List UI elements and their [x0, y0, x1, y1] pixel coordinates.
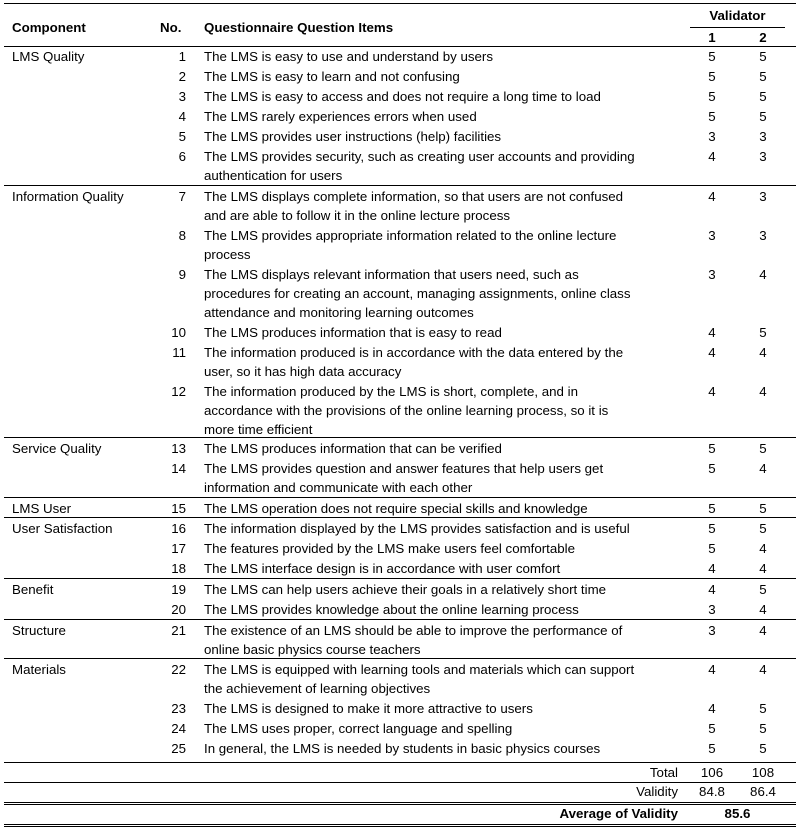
- component-name: Benefit: [12, 582, 54, 597]
- question-text: The features provided by the LMS make users feel comfortable: [204, 541, 576, 556]
- question-text: The LMS uses proper, correct language and spelling: [204, 721, 513, 736]
- validator-1-score: 3: [708, 267, 716, 282]
- validator-2-score: 3: [759, 149, 767, 164]
- validator-2-score: 5: [759, 109, 767, 124]
- validator-1-score: 4: [708, 325, 716, 340]
- average-rule-top: [4, 802, 796, 803]
- group-divider: [4, 185, 796, 186]
- component-name: Service Quality: [12, 441, 102, 456]
- validator-1-score: 5: [708, 721, 716, 736]
- item-number: 20: [171, 602, 186, 617]
- header-component: Component: [12, 20, 86, 35]
- validator-2-score: 5: [759, 741, 767, 756]
- question-text: and are able to follow it in the online lecture process: [204, 208, 511, 223]
- component-name: Materials: [12, 662, 66, 677]
- header-no: No.: [160, 20, 182, 35]
- item-number: 6: [178, 149, 186, 164]
- validator-2-score: 5: [759, 89, 767, 104]
- item-number: 10: [171, 325, 186, 340]
- header-validator: Validator: [709, 8, 766, 23]
- item-number: 9: [178, 267, 186, 282]
- question-text: The information displayed by the LMS provides satisfaction and is useful: [204, 521, 630, 536]
- question-text: attendance and monitoring learning outcomes: [204, 305, 474, 320]
- question-text: The LMS provides question and answer features that help users get: [204, 461, 604, 476]
- question-text: The LMS can help users achieve their goals in a relatively short time: [204, 582, 607, 597]
- question-text: The LMS is easy to access and does not require a long time to load: [204, 89, 601, 104]
- item-number: 12: [171, 384, 186, 399]
- item-number: 25: [171, 741, 186, 756]
- validator-1-score: 4: [708, 149, 716, 164]
- validity-validator-2: 86.4: [750, 784, 776, 799]
- item-number: 11: [172, 345, 186, 360]
- group-divider: [4, 497, 796, 498]
- item-number: 24: [171, 721, 186, 736]
- validator-2-score: 4: [759, 461, 767, 476]
- validity-label: Validity: [636, 784, 678, 799]
- table-top-rule: [4, 3, 796, 4]
- item-number: 22: [171, 662, 186, 677]
- question-text: In general, the LMS is needed by students in basic physics courses: [204, 741, 601, 756]
- question-text: online basic physics course teachers: [204, 642, 421, 657]
- question-text: The LMS provides user instructions (help) facilities: [204, 129, 502, 144]
- header-validator-1: 1: [708, 30, 716, 45]
- validator-1-score: 4: [708, 384, 716, 399]
- component-name: LMS User: [12, 501, 72, 516]
- validator-2-score: 4: [759, 541, 767, 556]
- question-text: The LMS displays complete information, so that users are not confused: [204, 189, 624, 204]
- question-text: The LMS is designed to make it more attractive to users: [204, 701, 533, 716]
- validator-1-score: 4: [708, 662, 716, 677]
- question-text: authentication for users: [204, 168, 343, 183]
- group-divider: [4, 619, 796, 620]
- validator-1-score: 4: [708, 561, 716, 576]
- question-text: more time efficient: [204, 422, 313, 437]
- validator-2-score: 5: [759, 325, 767, 340]
- total-validator-2: 108: [751, 765, 775, 780]
- item-number: 7: [178, 189, 186, 204]
- group-divider: [4, 517, 796, 518]
- question-text: the achievement of learning objectives: [204, 681, 431, 696]
- question-text: The existence of an LMS should be able to improve the performance of: [204, 623, 623, 638]
- validator-2-score: 5: [759, 441, 767, 456]
- question-text: accordance with the provisions of the online learning process, so it is: [204, 403, 609, 418]
- item-number: 23: [171, 701, 186, 716]
- question-text: The LMS provides appropriate information related to the online lecture: [204, 228, 617, 243]
- item-number: 19: [171, 582, 186, 597]
- validator-1-score: 5: [708, 441, 716, 456]
- validator-1-score: 4: [708, 701, 716, 716]
- table-bottom-rule-2: [4, 826, 796, 827]
- validator-2-score: 5: [759, 69, 767, 84]
- total-label: Total: [649, 765, 678, 780]
- item-number: 14: [171, 461, 186, 476]
- question-text: The LMS produces information that can be verified: [204, 441, 502, 456]
- validator-2-score: 4: [759, 623, 767, 638]
- question-text: information and communicate with each other: [204, 480, 473, 495]
- total-validator-1: 106: [700, 765, 724, 780]
- component-name: Structure: [12, 623, 66, 638]
- validator-1-score: 3: [708, 623, 716, 638]
- header-items: Questionnaire Question Items: [204, 20, 394, 35]
- validator-2-score: 3: [759, 228, 767, 243]
- question-text: The information produced is in accordance with the data entered by the: [204, 345, 624, 360]
- question-text: user, so it has high data accuracy: [204, 364, 402, 379]
- validator-1-score: 5: [708, 69, 716, 84]
- validator-2-score: 5: [759, 49, 767, 64]
- validator-2-score: 4: [759, 345, 767, 360]
- validator-2-score: 5: [759, 501, 767, 516]
- question-text: The LMS is equipped with learning tools and materials which can support: [204, 662, 635, 677]
- item-number: 4: [178, 109, 186, 124]
- question-text: The LMS rarely experiences errors when used: [204, 109, 477, 124]
- validator-2-score: 5: [759, 721, 767, 736]
- item-number: 18: [171, 561, 186, 576]
- item-number: 17: [171, 541, 186, 556]
- validator-1-score: 3: [708, 129, 716, 144]
- item-number: 3: [178, 89, 186, 104]
- validator-2-score: 5: [759, 701, 767, 716]
- question-text: The LMS operation does not require special skills and knowledge: [204, 501, 588, 516]
- validator-1-score: 5: [708, 541, 716, 556]
- item-number: 15: [171, 501, 186, 516]
- validator-2-score: 5: [759, 582, 767, 597]
- validator-1-score: 5: [708, 521, 716, 536]
- validator-1-score: 5: [708, 49, 716, 64]
- validator-2-score: 5: [759, 521, 767, 536]
- validator-2-score: 4: [759, 267, 767, 282]
- validator-1-score: 5: [708, 461, 716, 476]
- question-text: The LMS displays relevant information that users need, such as: [204, 267, 579, 282]
- validator-1-score: 5: [708, 501, 716, 516]
- validator-2-score: 3: [759, 189, 767, 204]
- question-text: The LMS provides security, such as creating user accounts and providing: [204, 149, 635, 164]
- item-number: 16: [171, 521, 186, 536]
- validator-2-score: 4: [759, 384, 767, 399]
- validator-1-score: 3: [708, 602, 716, 617]
- item-number: 21: [171, 623, 186, 638]
- validator-2-score: 3: [759, 129, 767, 144]
- validator-1-score: 5: [708, 741, 716, 756]
- item-number: 1: [178, 49, 186, 64]
- question-text: The information produced by the LMS is short, complete, and in: [204, 384, 578, 399]
- table-bottom-rule: [4, 824, 796, 825]
- item-number: 8: [178, 228, 186, 243]
- item-number: 13: [171, 441, 186, 456]
- question-text: The LMS is easy to learn and not confusing: [204, 69, 460, 84]
- item-number: 5: [178, 129, 186, 144]
- group-divider: [4, 437, 796, 438]
- average-value: 85.6: [724, 806, 751, 821]
- validity-validator-1: 84.8: [699, 784, 725, 799]
- component-name: Information Quality: [12, 189, 124, 204]
- question-text: The LMS produces information that is easy to read: [204, 325, 502, 340]
- average-label: Average of Validity: [559, 806, 678, 821]
- validator-2-score: 4: [759, 561, 767, 576]
- validator-1-score: 5: [708, 89, 716, 104]
- validator-2-score: 4: [759, 602, 767, 617]
- question-text: process: [204, 247, 251, 262]
- validator-1-score: 4: [708, 345, 716, 360]
- validator-1-score: 4: [708, 582, 716, 597]
- header-validator-2: 2: [759, 30, 767, 45]
- question-text: The LMS provides knowledge about the online learning process: [204, 602, 579, 617]
- validator-1-score: 3: [708, 228, 716, 243]
- item-number: 2: [178, 69, 186, 84]
- question-text: procedures for creating an account, managing assignments, online class: [204, 286, 631, 301]
- validator-2-score: 4: [759, 662, 767, 677]
- question-text: The LMS interface design is in accordance with user comfort: [204, 561, 561, 576]
- component-name: LMS Quality: [12, 49, 85, 64]
- question-text: The LMS is easy to use and understand by users: [204, 49, 493, 64]
- validator-1-score: 4: [708, 189, 716, 204]
- component-name: User Satisfaction: [12, 521, 113, 536]
- group-divider: [4, 578, 796, 579]
- group-divider: [4, 658, 796, 659]
- validator-1-score: 5: [708, 109, 716, 124]
